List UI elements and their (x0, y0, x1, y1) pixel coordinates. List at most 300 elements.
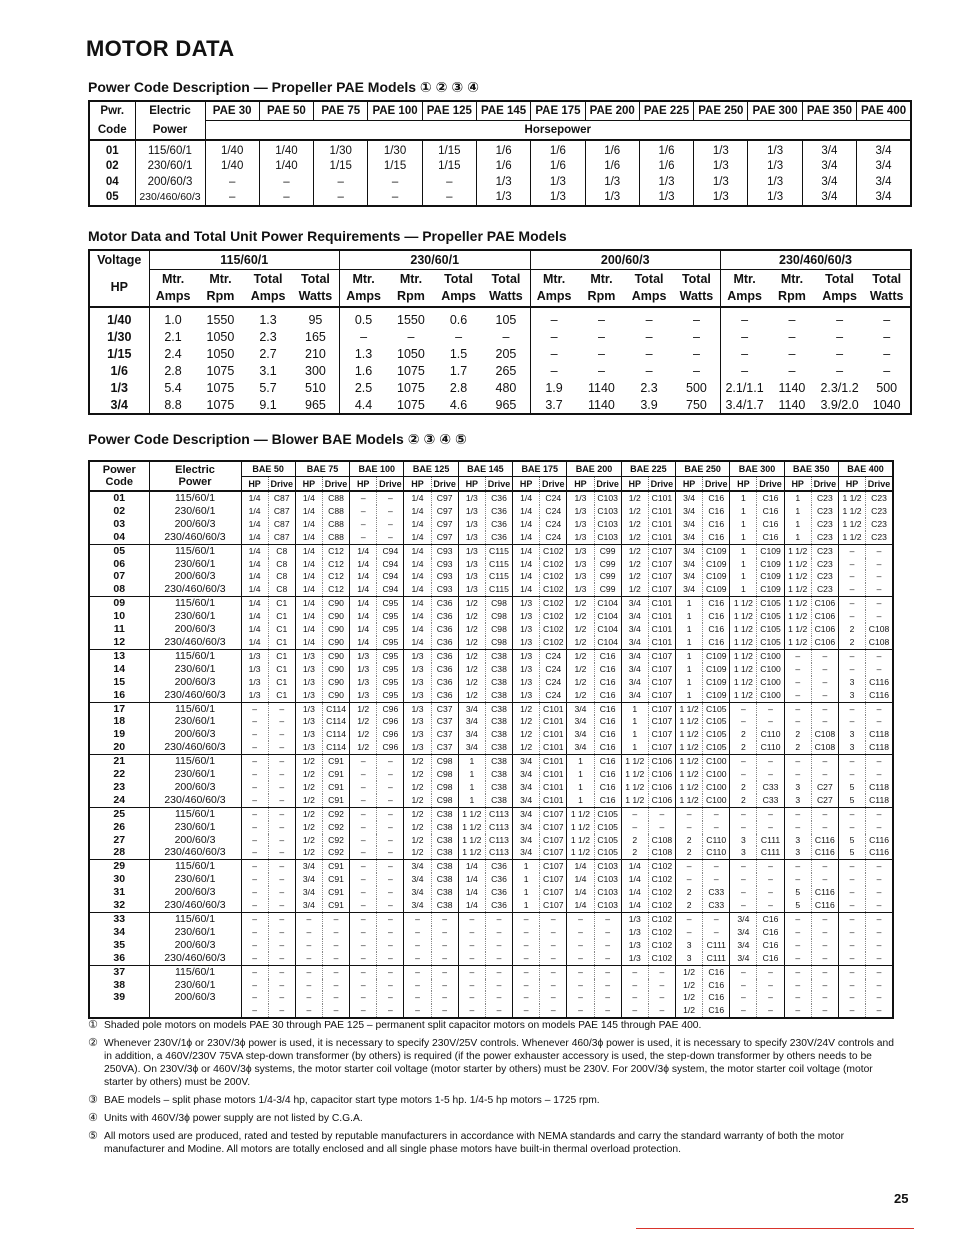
hp-cell: – (784, 952, 811, 965)
hp-cell: – (784, 755, 811, 768)
motor-data-cell: 2.4 (149, 345, 197, 362)
hp-cell: – (422, 190, 476, 207)
hp-cell: 1/3 (458, 583, 485, 596)
drive-cell: C90 (322, 663, 349, 676)
drive-cell: C97 (431, 531, 458, 544)
drive-cell: – (377, 755, 404, 768)
drive-cell: – (811, 649, 838, 662)
motor-data-cell: 1140 (778, 397, 806, 412)
drive-cell: C102 (648, 926, 675, 939)
drive-cell: C115 (485, 570, 512, 583)
drive-cell: C38 (485, 702, 512, 715)
hp-cell: 1/3 (567, 518, 594, 531)
drive-cell: C8 (268, 583, 295, 596)
footnote-marker: ④ (88, 1112, 98, 1124)
hp-cell: – (404, 1004, 431, 1018)
table-row (89, 531, 893, 544)
drive-cell: C16 (594, 728, 621, 741)
hp-cell: 1/3 (748, 140, 802, 159)
sub-header-line2: Rpm (206, 289, 235, 303)
electric-power: 115/60/1 (149, 491, 241, 505)
hdr-hp: HP (676, 477, 703, 492)
electric-power: 200/60/3 (149, 886, 241, 899)
hp-cell: 3 (676, 939, 703, 952)
voltage-header: 230/460/60/3 (721, 250, 912, 270)
power-code: 34 (113, 925, 126, 938)
drive-cell: C23 (866, 491, 893, 505)
drive-cell: C103 (594, 873, 621, 886)
hp-cell: 2 (730, 794, 757, 807)
hdr-drive: Drive (703, 477, 730, 492)
hp-cell: – (458, 952, 485, 965)
drive-cell: C104 (594, 610, 621, 623)
power-code: 21 (89, 755, 149, 768)
motor-data-cell: 480 (495, 380, 517, 395)
motor-data-cell: 1075 (397, 397, 425, 412)
hp-cell: 2 (730, 728, 757, 741)
hp-cell: 3/4 (676, 491, 703, 505)
drive-cell: – (866, 926, 893, 939)
hp-cell: 5 (784, 899, 811, 912)
drive-cell: C113 (485, 846, 512, 859)
footnote-text: All motors used are produced, rated and tested by reputable manufacturers in accordance with NEMA standards and carry the standard warranty of both the motor manufacturer and Modine. All motors are totally enclosed and all single phase motors have built-in thermal overload protection. (104, 1131, 845, 1155)
drive-cell: C16 (757, 939, 784, 952)
power-code: 14 (113, 662, 126, 675)
drive-cell: C16 (757, 491, 784, 505)
power-code: 31 (113, 886, 126, 899)
table-row (89, 991, 893, 1004)
hp-cell: – (241, 781, 268, 794)
drive-cell: C24 (540, 663, 567, 676)
motor-data-cell: – (578, 307, 626, 328)
drive-cell: – (377, 939, 404, 952)
drive-cell: C12 (322, 570, 349, 583)
drive-cell: C87 (268, 491, 295, 505)
motor-data-cell: 95 (292, 307, 340, 328)
drive-cell: C38 (431, 886, 458, 899)
drive-cell: C101 (648, 610, 675, 623)
drive-cell: C116 (866, 846, 893, 859)
hp-cell: – (784, 821, 811, 834)
drive-cell: C16 (703, 965, 730, 978)
hp-cell: 1 (567, 794, 594, 807)
sub-header-line1: Total (825, 272, 855, 286)
drive-cell: – (757, 821, 784, 834)
drive-cell: C104 (594, 636, 621, 649)
hp-cell: 1 (784, 518, 811, 531)
hp-cell: – (241, 728, 268, 741)
hp-cell: 1/2 (404, 768, 431, 781)
hp-cell: 1 1/2 (458, 846, 485, 859)
section3-title: Power Code Description — Blower BAE Models ② ③ ④ ⑤ (88, 431, 467, 447)
hp-cell: 3/4 (567, 715, 594, 728)
drive-cell: C107 (540, 899, 567, 912)
hp-cell: 1/2 (404, 755, 431, 768)
hp-cell: – (730, 821, 757, 834)
hp-cell: 3/4 (513, 834, 540, 847)
hp-cell: 1/2 (567, 689, 594, 702)
model-header: BAE 225 (621, 461, 675, 477)
hp-cell: – (513, 965, 540, 978)
motor-data-cell: – (645, 346, 653, 361)
hp-cell: – (404, 965, 431, 978)
motor-data-cell: 1.5 (449, 346, 468, 361)
hdr-drive: Drive (594, 477, 621, 492)
power-code: 20 (113, 741, 126, 754)
electric-power: 230/460/60/3 (135, 190, 205, 207)
drive-cell: – (377, 505, 404, 518)
hp-cell: 1/3 (621, 939, 648, 952)
hp-cell: 2 (838, 623, 865, 636)
hdr-electric-power (149, 461, 241, 491)
hp-cell: 1/3 (513, 676, 540, 689)
hp-cell: 1 (784, 505, 811, 518)
drive-cell: – (757, 807, 784, 820)
motor-data-cell: – (340, 328, 388, 345)
motor-data-cell: 965 (305, 397, 326, 412)
drive-cell: – (866, 991, 893, 1004)
motor-data-cell: 9.1 (259, 397, 277, 412)
hp-cell: 3/4 (621, 623, 648, 636)
hp-cell: – (241, 807, 268, 820)
footnote-text: Shaded pole motors on models PAE 30 through PAE 125 – permanent split capacitor motors on models PAE 145 through PAE 400. (104, 1020, 702, 1031)
hp-cell: 1 1/2 (621, 755, 648, 768)
hp-cell: 1 1/2 (784, 583, 811, 596)
drive-cell: – (431, 926, 458, 939)
hp-cell: – (205, 190, 259, 207)
drive-cell: – (322, 952, 349, 965)
hp-cell: – (241, 939, 268, 952)
hp-cell: – (730, 991, 757, 1004)
hp-cell: – (784, 689, 811, 702)
drive-cell: C102 (540, 570, 567, 583)
hp-cell: 1 1/2 (838, 531, 865, 544)
drive-cell: C106 (648, 781, 675, 794)
drive-cell: C97 (431, 518, 458, 531)
motor-data-cell: – (625, 307, 673, 328)
hp-cell: – (838, 570, 865, 583)
power-code: 02 (105, 160, 119, 173)
power-code: 04 (105, 175, 119, 188)
drive-cell: C107 (540, 886, 567, 899)
drive-cell: C107 (648, 741, 675, 754)
table-row (89, 689, 893, 702)
drive-cell: C102 (540, 544, 567, 557)
drive-cell: C23 (866, 518, 893, 531)
drive-cell: – (866, 610, 893, 623)
drive-cell: – (431, 1004, 458, 1018)
hp-cell: 1/2 (458, 663, 485, 676)
drive-cell: C24 (540, 676, 567, 689)
hp-cell: 1 (730, 505, 757, 518)
drive-cell: C91 (322, 873, 349, 886)
hp-cell: 1/3 (513, 689, 540, 702)
table-row (89, 328, 911, 345)
hp-cell: 1/4 (295, 558, 322, 571)
hp-cell: 3/4 (621, 663, 648, 676)
hp-cell: – (404, 939, 431, 952)
hp-cell: 1/4 (567, 860, 594, 873)
hp-cell: – (350, 821, 377, 834)
hp-cell: 1/2 (404, 846, 431, 859)
hp-cell: 1/2 (295, 755, 322, 768)
hp-cell: 1/4 (513, 544, 540, 557)
drive-cell: – (268, 860, 295, 873)
hp-cell: 1/3 (513, 663, 540, 676)
drive-cell: C8 (268, 570, 295, 583)
hp-cell: – (784, 939, 811, 952)
hp-cell: 1 1/2 (730, 676, 757, 689)
hp-cell: – (241, 768, 268, 781)
drive-cell: C107 (540, 821, 567, 834)
hp-value: 1/40 (89, 307, 149, 328)
hp-cell: 1/3 (404, 728, 431, 741)
hp-cell: – (295, 965, 322, 978)
table-row (89, 873, 893, 886)
hp-cell: 1 1/2 (784, 558, 811, 571)
footnote-marker: ① (88, 1019, 98, 1031)
drive-cell: – (866, 570, 893, 583)
motor-data-cell: – (692, 346, 700, 361)
hp-cell: 2 (676, 846, 703, 859)
hp-cell: 1/3 (513, 610, 540, 623)
drive-cell: C103 (594, 505, 621, 518)
table-row (89, 491, 893, 505)
drive-cell: – (485, 952, 512, 965)
hp-cell: 5 (784, 886, 811, 899)
drive-cell: – (268, 991, 295, 1004)
sub-header-line2: Rpm (587, 289, 616, 303)
drive-cell: C16 (703, 636, 730, 649)
drive-cell: C38 (431, 873, 458, 886)
drive-cell: C16 (703, 518, 730, 531)
drive-cell: C98 (485, 597, 512, 610)
drive-cell: – (811, 979, 838, 992)
hp-cell: 3/4 (802, 174, 856, 190)
footnote (88, 1094, 904, 1107)
hp-cell: 1/3 (531, 174, 585, 190)
hp-cell: 1/4 (295, 597, 322, 610)
drive-cell: – (268, 899, 295, 912)
drive-cell: C109 (703, 558, 730, 571)
hp-cell: 3/4 (621, 597, 648, 610)
table-row (89, 952, 893, 965)
drive-cell: – (377, 531, 404, 544)
motor-data-cell: 1140 (587, 397, 615, 412)
hp-cell: – (241, 741, 268, 754)
sub-header-line1: Total (253, 272, 283, 286)
hp-cell: 1/2 (567, 610, 594, 623)
hp-value: 1/3 (110, 380, 128, 395)
drive-cell: C102 (540, 623, 567, 636)
drive-cell: – (866, 952, 893, 965)
drive-cell: – (648, 807, 675, 820)
hdr-hp: HP (241, 477, 268, 492)
drive-cell: C16 (703, 1004, 730, 1018)
hdr-hp: HP (350, 477, 377, 492)
motor-data-cell: 265 (495, 363, 517, 378)
hp-cell: 1 1/2 (730, 636, 757, 649)
hp-cell: 1/4 (295, 531, 322, 544)
hp-cell: 1/3 (621, 926, 648, 939)
sub-header-line2: Watts (869, 289, 904, 303)
hp-cell: – (241, 702, 268, 715)
hp-cell: – (838, 610, 865, 623)
drive-cell: C100 (703, 768, 730, 781)
hp-cell: 3 (730, 834, 757, 847)
sub-header-line2: Watts (679, 289, 714, 303)
drive-cell: C27 (811, 794, 838, 807)
accent-line (636, 1228, 914, 1229)
hp-cell: – (838, 952, 865, 965)
motor-data-cell: 205 (495, 346, 517, 361)
motor-data-cell: 210 (305, 346, 326, 361)
drive-cell: – (268, 741, 295, 754)
model-header: PAE 75 (314, 101, 368, 121)
drive-cell: C37 (431, 728, 458, 741)
drive-cell: – (377, 518, 404, 531)
drive-cell: – (866, 544, 893, 557)
table-row (89, 345, 911, 362)
drive-cell: C103 (594, 899, 621, 912)
hp-cell: – (404, 952, 431, 965)
drive-cell: C106 (648, 794, 675, 807)
motor-data-cell: – (597, 363, 605, 378)
hp-cell: – (838, 715, 865, 728)
hp-cell: 3/4 (458, 728, 485, 741)
table-row (89, 755, 893, 768)
drive-cell: C23 (811, 570, 838, 583)
drive-cell: C113 (485, 821, 512, 834)
drive-cell: C107 (648, 728, 675, 741)
drive-cell: – (866, 755, 893, 768)
hp-cell: 1/6 (585, 159, 639, 175)
electric-power: 115/60/1 (149, 755, 241, 768)
hp-cell: – (676, 873, 703, 886)
hp-cell: – (350, 979, 377, 992)
drive-cell: C103 (594, 491, 621, 505)
model-header: PAE 250 (694, 101, 748, 121)
hp-cell: 1/2 (458, 676, 485, 689)
hp-cell: – (404, 926, 431, 939)
hp-cell: 1 1/2 (676, 741, 703, 754)
drive-cell: – (377, 886, 404, 899)
footnote (88, 1037, 904, 1089)
hp-cell: 1/4 (513, 583, 540, 596)
motor-data-cell: 1.9 (530, 379, 578, 396)
drive-cell: – (811, 821, 838, 834)
hp-cell: – (422, 174, 476, 190)
hp-cell: 1/4 (350, 597, 377, 610)
hp-cell: – (838, 649, 865, 662)
hp-cell: 3/4 (513, 781, 540, 794)
footnote-text: BAE models – split phase motors 1/4-3/4 hp, capacitor start type motors 1-5 hp. 1/4-5 hp motors – 1725 rpm. (104, 1095, 600, 1106)
drive-cell: C1 (268, 610, 295, 623)
drive-cell: – (268, 965, 295, 978)
hp-cell: 1 1/2 (567, 846, 594, 859)
drive-cell: – (268, 979, 295, 992)
hp-cell: – (838, 821, 865, 834)
hp-cell: 1 1/2 (458, 821, 485, 834)
drive-cell: C94 (377, 558, 404, 571)
hp-cell: 1/6 (531, 159, 585, 175)
motor-data-cell: 1075 (206, 397, 235, 412)
hp-cell: – (567, 1004, 594, 1018)
drive-cell: C23 (811, 518, 838, 531)
drive-cell: – (811, 873, 838, 886)
motor-data-cell: – (721, 307, 769, 328)
motor-data-cell: 3.9/2.0 (820, 397, 859, 412)
hp-cell: 1 (784, 491, 811, 505)
hp-cell: – (350, 952, 377, 965)
hp-cell: 1/30 (314, 140, 368, 159)
drive-cell: C101 (540, 768, 567, 781)
hp-cell: 1/3 (295, 649, 322, 662)
hp-cell: 1/4 (241, 623, 268, 636)
hdr-power-word: Power (102, 464, 136, 476)
hp-cell: 3 (838, 728, 865, 741)
footnote-marker: ③ (88, 1094, 98, 1106)
hp-cell: 1/3 (241, 649, 268, 662)
drive-cell: – (431, 913, 458, 926)
drive-cell: C16 (594, 741, 621, 754)
hp-cell: 1/4 (241, 610, 268, 623)
hdr-hp: HP (621, 477, 648, 492)
drive-cell: C95 (377, 649, 404, 662)
footnote (88, 1019, 904, 1032)
motor-data-cell: 1.3 (244, 307, 292, 328)
model-header: BAE 175 (513, 461, 567, 477)
sub-header (578, 270, 626, 308)
hp-cell: – (241, 913, 268, 926)
drive-cell: C88 (322, 505, 349, 518)
sub-header-line2: Amps (250, 289, 286, 303)
hp-cell: – (295, 926, 322, 939)
power-code: 39 (113, 991, 126, 1004)
hp-cell: 1 (621, 741, 648, 754)
hp-cell: – (350, 886, 377, 899)
motor-data-cell: 750 (686, 397, 707, 412)
table-row (89, 926, 893, 939)
hp-cell: – (241, 926, 268, 939)
sub-header-line1: Total (491, 272, 521, 286)
sub-header (816, 270, 864, 308)
drive-cell: C36 (431, 663, 458, 676)
drive-cell: – (540, 952, 567, 965)
drive-cell: C96 (377, 702, 404, 715)
drive-cell: – (594, 926, 621, 939)
hp-cell: – (241, 886, 268, 899)
table-row (89, 597, 893, 610)
drive-cell: C38 (431, 834, 458, 847)
drive-cell: C16 (594, 649, 621, 662)
motor-data-cell: – (836, 329, 844, 344)
drive-cell: – (811, 939, 838, 952)
drive-cell: C16 (594, 781, 621, 794)
hp-cell: 1 (621, 728, 648, 741)
motor-data-cell: – (502, 329, 510, 344)
hp-cell: 1/2 (295, 781, 322, 794)
hp-cell: 1 (513, 899, 540, 912)
table-row (89, 781, 893, 794)
drive-cell: C116 (811, 834, 838, 847)
drive-cell: – (540, 939, 567, 952)
hdr-drive: Drive (757, 477, 784, 492)
motor-data-cell: – (645, 329, 653, 344)
table-row (89, 676, 893, 689)
hp-cell: 1/4 (295, 570, 322, 583)
drive-cell: C16 (757, 505, 784, 518)
